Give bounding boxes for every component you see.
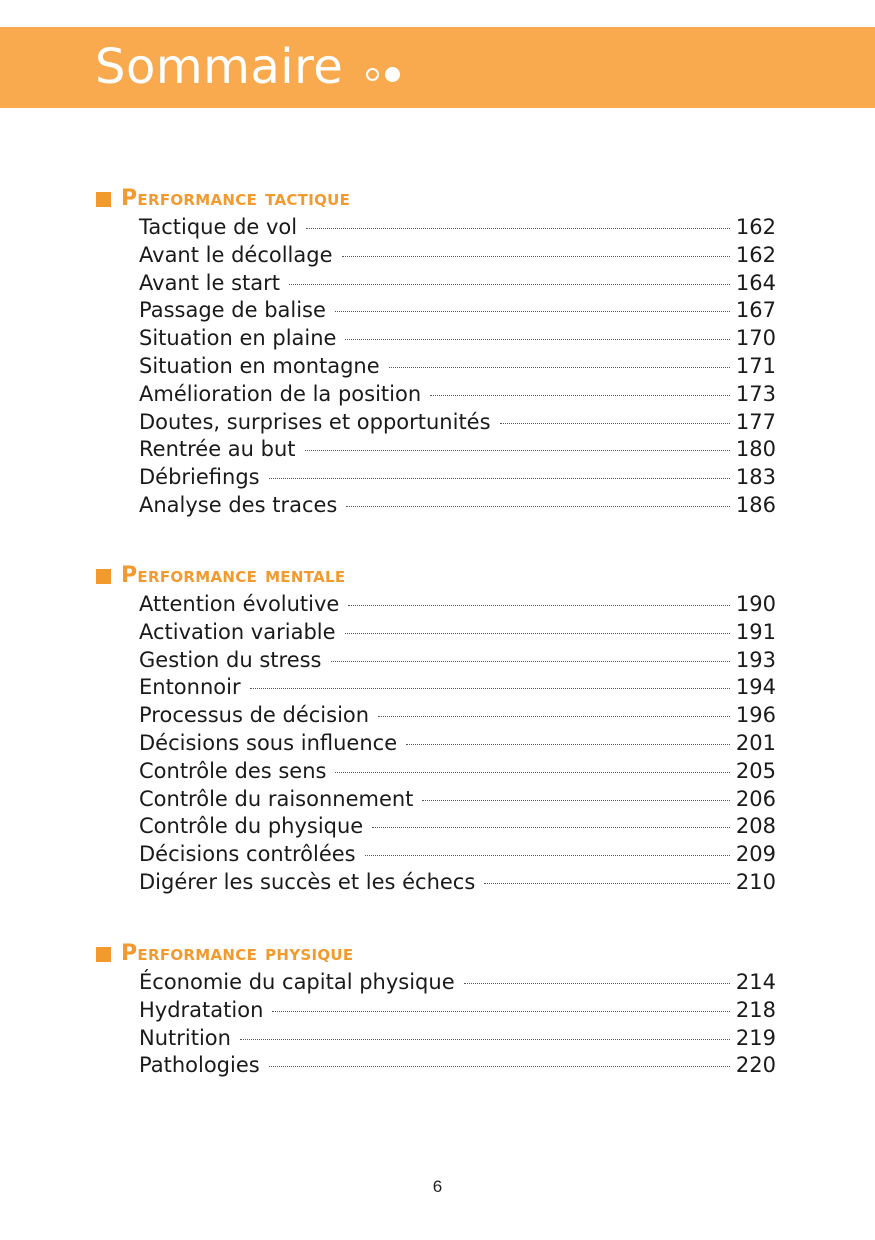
toc-section-physique [96, 939, 776, 1080]
dot-leader [342, 256, 730, 257]
toc-entry[interactable] [139, 1052, 776, 1080]
toc-entry-label: Contrôle des sens [139, 758, 327, 783]
toc-entry-label: Tactique de vol [139, 215, 298, 239]
toc-entry-page: 210 [735, 869, 776, 894]
dot-leader [389, 367, 730, 368]
toc-entry-label: Contrôle du physique [139, 814, 364, 839]
toc-entry-page: 170 [735, 326, 776, 351]
dot-leader [345, 339, 729, 340]
section-title: Performance physique [121, 941, 354, 966]
toc-entry-page: 186 [735, 492, 776, 517]
toc-entry[interactable] [139, 702, 776, 730]
dot-leader [306, 228, 730, 229]
toc-entry-page: 193 [735, 647, 776, 672]
dot-leader [272, 1011, 730, 1012]
hollow-dot-icon [366, 68, 379, 81]
dot-leader [346, 506, 730, 507]
toc-entry[interactable] [139, 242, 776, 270]
dot-leader [500, 423, 730, 424]
dot-leader [345, 633, 730, 634]
toc-entry-label: Situation en montagne [139, 353, 380, 378]
toc-entry[interactable] [139, 813, 776, 841]
dot-leader [422, 800, 730, 801]
toc-entry-label: Hydratation [139, 997, 264, 1022]
toc-entry-label: Amélioration de la position [139, 381, 422, 406]
toc-entry-label: Activation variable [139, 619, 336, 644]
page-title: Sommaire [95, 39, 344, 95]
dot-leader [430, 395, 730, 396]
decorative-dots [366, 64, 406, 84]
dot-leader [240, 1039, 730, 1040]
toc-entry[interactable] [139, 674, 776, 702]
toc-entry[interactable] [139, 591, 776, 619]
toc-entry[interactable] [139, 869, 776, 897]
toc-entry[interactable] [139, 214, 776, 242]
toc-entry[interactable] [139, 997, 776, 1025]
toc-entry-label: Nutrition [139, 1025, 231, 1050]
section-title: Performance mentale [121, 563, 346, 588]
toc-entry[interactable] [139, 409, 776, 437]
dot-leader [464, 983, 730, 984]
toc-entry-page: 162 [735, 242, 776, 267]
toc-entry-page: 180 [735, 437, 776, 462]
dot-leader [348, 605, 730, 606]
toc-entry[interactable] [139, 647, 776, 675]
toc-entry-page: 220 [735, 1053, 776, 1078]
toc-entry-page: 191 [735, 619, 776, 644]
toc-entries [139, 969, 776, 1080]
toc-entry-label: Processus de décision [139, 703, 370, 728]
toc-entry-page: 164 [735, 270, 776, 295]
toc-entry[interactable] [139, 786, 776, 814]
header-banner [0, 27, 875, 108]
toc-entry[interactable] [139, 325, 776, 353]
toc-entry-page: 167 [735, 298, 776, 323]
toc-entry-page: 171 [735, 353, 776, 378]
toc-entry-label: Situation en plaine [139, 326, 337, 351]
toc-entry-page: 205 [735, 758, 776, 783]
toc-entry-label: Avant le start [139, 270, 280, 295]
toc-entry-label: Économie du capital physique [139, 970, 455, 994]
square-bullet-icon [96, 947, 111, 962]
dot-leader [365, 855, 730, 856]
toc-entry-page: 196 [735, 703, 776, 728]
dot-leader [331, 661, 730, 662]
dot-leader [406, 744, 730, 745]
dot-leader [305, 450, 730, 451]
square-bullet-icon [96, 569, 111, 584]
toc-entry-page: 177 [735, 409, 776, 434]
toc-entry[interactable] [139, 297, 776, 325]
dot-leader [269, 478, 730, 479]
toc-entry-label: Entonnoir [139, 675, 241, 700]
toc-entry-page: 201 [735, 730, 776, 755]
section-title: Performance tactique [121, 186, 351, 211]
toc-entry-label: Contrôle du raisonnement [139, 786, 414, 811]
toc-entry-label: Avant le décollage [139, 242, 333, 267]
dot-leader [335, 311, 730, 312]
dot-leader [250, 688, 730, 689]
toc-entry-label: Pathologies [139, 1053, 260, 1078]
toc-section-mentale [96, 561, 776, 897]
toc-entry-label: Rentrée au but [139, 437, 296, 462]
filled-dot-icon [385, 67, 400, 82]
toc-entry-page: 162 [735, 215, 776, 239]
dot-leader [335, 772, 729, 773]
toc-entry-page: 194 [735, 675, 776, 700]
toc-entry-label: Digérer les succès et les échecs [139, 869, 476, 894]
toc-entry-label: Débriefings [139, 465, 260, 490]
toc-entry-page: 183 [735, 465, 776, 490]
toc-entry-label: Gestion du stress [139, 647, 322, 672]
dot-leader [289, 284, 730, 285]
toc-entries [139, 214, 776, 520]
toc-entry-page: 208 [735, 814, 776, 839]
toc-entry[interactable] [139, 436, 776, 464]
toc-entry[interactable] [139, 464, 776, 492]
toc-entry-label: Passage de balise [139, 298, 326, 323]
toc-entry[interactable] [139, 730, 776, 758]
toc-entry[interactable] [139, 381, 776, 409]
toc-entry-label: Décisions contrôlées [139, 842, 356, 867]
toc-entry-label: Doutes, surprises et opportunités [139, 409, 491, 434]
toc-entry[interactable] [139, 619, 776, 647]
square-bullet-icon [96, 192, 111, 207]
section-heading [96, 561, 776, 591]
toc-entry[interactable] [139, 969, 776, 997]
dot-leader [269, 1066, 730, 1067]
section-heading [96, 184, 776, 214]
toc-entry-page: 218 [735, 997, 776, 1022]
toc-entry-page: 206 [735, 786, 776, 811]
toc-entries [139, 591, 776, 897]
toc-entry-label: Décisions sous influence [139, 730, 398, 755]
toc-entry-page: 190 [735, 592, 776, 616]
toc-entry[interactable] [139, 492, 776, 520]
toc-entry-label: Analyse des traces [139, 492, 338, 517]
dot-leader [484, 883, 730, 884]
toc-entry-page: 219 [735, 1025, 776, 1050]
dot-leader [372, 827, 730, 828]
toc-entry[interactable] [139, 841, 776, 869]
toc-entry[interactable] [139, 758, 776, 786]
dot-leader [378, 716, 730, 717]
toc-entry-page: 214 [735, 970, 776, 994]
page-number: 6 [432, 1177, 443, 1196]
toc-entry-page: 173 [735, 381, 776, 406]
toc-entry[interactable] [139, 270, 776, 298]
section-heading [96, 939, 776, 969]
toc-entry[interactable] [139, 353, 776, 381]
toc-section-tactique [96, 184, 776, 520]
toc-entry[interactable] [139, 1025, 776, 1053]
toc-entry-page: 209 [735, 842, 776, 867]
toc-entry-label: Attention évolutive [139, 592, 340, 616]
